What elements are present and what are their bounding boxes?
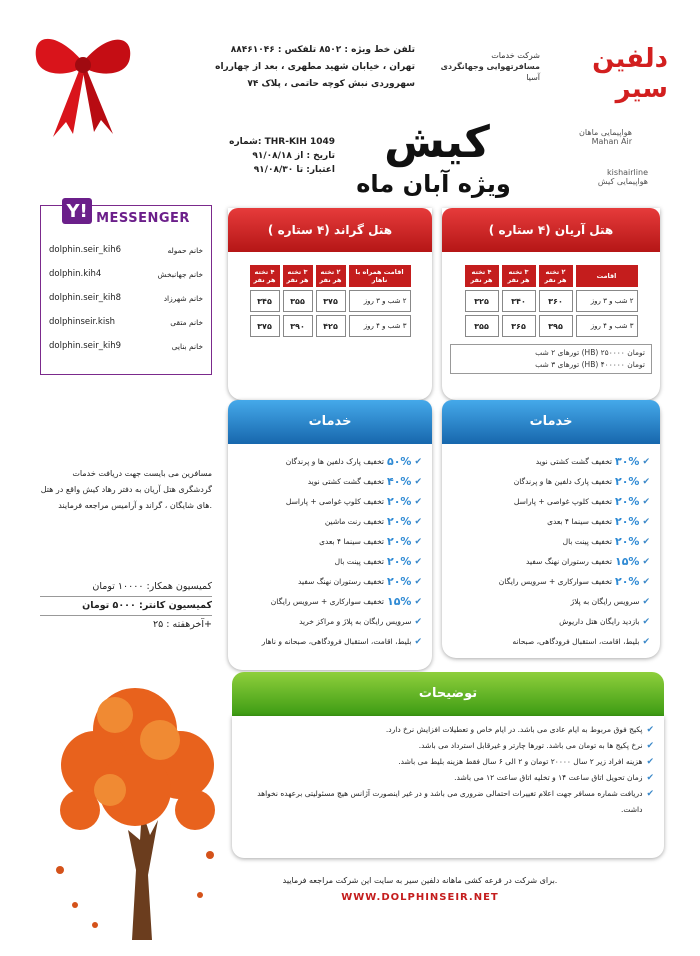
- service-item: [236, 532, 422, 552]
- table-header: ۳ تخته هر نفر: [283, 265, 313, 287]
- address-line-1: تهران ، خیابان شهید مطهری ، بعد از چهارراه: [215, 62, 415, 72]
- services-aryan-title: خدمات: [442, 400, 660, 444]
- service-text: تخفیف سینما ۴ بعدی: [319, 537, 384, 546]
- service-text: تخفیف کلوپ غواصی + پاراسل: [513, 497, 612, 506]
- messenger-contact[interactable]: [41, 334, 211, 358]
- messenger-title: MESSENGER: [96, 210, 190, 226]
- hotel-grand-price-table: [247, 262, 414, 340]
- check-icon: ✔: [414, 517, 422, 527]
- tour-meta: [205, 135, 335, 177]
- hb-tour-notes: [450, 344, 652, 374]
- table-cell: ۳۹۰: [283, 315, 313, 337]
- check-icon: ✔: [646, 725, 654, 735]
- dolphin-logo: [548, 44, 668, 104]
- discount-percent: ۲۰%: [387, 495, 412, 508]
- contact-person: خانم حموله: [167, 245, 203, 255]
- service-item: [236, 592, 422, 612]
- table-row: [250, 315, 411, 337]
- discount-percent: ۲۰%: [387, 555, 412, 568]
- table-cell: ۳۴۰: [502, 290, 536, 312]
- service-item: [450, 612, 650, 632]
- discount-percent: ۲۰%: [387, 515, 412, 528]
- check-icon: ✔: [414, 597, 422, 607]
- table-cell: ۳۶۰: [539, 290, 573, 312]
- service-item: [450, 572, 650, 592]
- service-text: تخفیف سوارکاری + سرویس رایگان: [498, 577, 612, 586]
- discount-percent: ۲۰%: [615, 575, 640, 588]
- check-icon: ✔: [642, 617, 650, 627]
- logo-text: دلفین سیر: [592, 44, 668, 104]
- table-header: ۲ تخته هر نفر: [539, 265, 573, 287]
- service-text: تخفیف سینما ۴ بعدی: [547, 517, 612, 526]
- messenger-contact[interactable]: [41, 262, 211, 286]
- tour-date: تاریخ : از ۹۱/۰۸/۱۸: [252, 151, 335, 161]
- check-icon: ✔: [642, 497, 650, 507]
- service-item: [236, 492, 422, 512]
- company-name: [430, 50, 540, 83]
- discount-percent: ۲۰%: [615, 475, 640, 488]
- contact-handle[interactable]: dolphin.seir_kih6: [49, 245, 122, 255]
- table-row: [465, 315, 638, 337]
- check-icon: ✔: [414, 577, 422, 587]
- table-row: [465, 290, 638, 312]
- table-header: ۲ تخته هر نفر: [316, 265, 346, 287]
- table-row: [250, 290, 411, 312]
- service-text: بلیط، اقامت، استقبال فرودگاهی، صبحانه: [512, 637, 640, 646]
- page-subtitle: ویژه آبان ماه: [356, 170, 511, 198]
- discount-percent: ۳۰%: [615, 455, 640, 468]
- check-icon: ✔: [646, 789, 654, 799]
- check-icon: ✔: [646, 773, 654, 783]
- table-cell: ۳۵۵: [465, 315, 499, 337]
- hotel-aryan-price-table: [462, 262, 641, 340]
- messenger-contact[interactable]: [41, 286, 211, 310]
- service-text: تخفیف پینت بال: [562, 537, 612, 546]
- company-line-3: آسیا: [526, 73, 540, 82]
- service-item: [450, 472, 650, 492]
- address-line-2: سهروردی نبش کوچه حاتمی ، پلاک ۷۴: [247, 79, 415, 89]
- note-item: [242, 786, 654, 818]
- service-item: [450, 592, 650, 612]
- hotel-grand-title: هتل گراند (۴ ستاره ): [228, 208, 432, 252]
- table-cell: ۳ شب و ۴ روز: [349, 315, 411, 337]
- table-cell: ۳۲۵: [465, 290, 499, 312]
- contact-handle[interactable]: dolphin.seir_kih9: [49, 341, 122, 351]
- note-text: نرخ پکیج ها به تومان می باشد. تورها چارتر و غیرقابل استرداد می باشد.: [418, 741, 643, 750]
- contact-person: خانم جهانبخش: [157, 269, 203, 279]
- service-item: [450, 632, 650, 652]
- service-item: [450, 492, 650, 512]
- ribbon-bow-icon: [28, 22, 138, 142]
- service-text: سرویس رایگان به پلاژ و مراکز خرید: [299, 617, 412, 626]
- company-line-1: شرکت خدمات: [491, 51, 540, 60]
- page-title: کیش: [384, 117, 490, 168]
- discount-percent: ۱۵%: [387, 595, 412, 608]
- table-cell: ۲ شب و ۳ روز: [349, 290, 411, 312]
- tour-validity: اعتبار: تا ۹۱/۰۸/۳۰: [253, 165, 335, 175]
- discount-percent: ۲۰%: [615, 535, 640, 548]
- note-text: دریافت شماره مسافر جهت اعلام تغییرات احتمالی ضروری می باشد و در غیر اینصورت آژانس هیچ مسئولیتی برعهده نخواهد داشت.: [257, 789, 643, 814]
- messenger-contact[interactable]: [41, 238, 211, 262]
- check-icon: ✔: [642, 517, 650, 527]
- messenger-contact[interactable]: [41, 310, 211, 334]
- service-item: [450, 452, 650, 472]
- kish-airline-label: kishairline هواپیمایی کیش: [597, 168, 648, 186]
- hotel-grand-panel: [228, 208, 432, 400]
- service-item: [450, 512, 650, 532]
- service-text: بلیط، اقامت، استقبال فرودگاهی، صبحانه و ناهار: [261, 637, 412, 646]
- website-link[interactable]: WWW.DOLPHINSEIR.NET: [341, 892, 499, 903]
- service-text: تخفیف سوارکاری + سرویس رایگان: [270, 597, 384, 606]
- check-icon: ✔: [414, 557, 422, 567]
- contact-info: [180, 42, 415, 93]
- table-cell: ۳۷۵: [250, 315, 280, 337]
- service-text: تخفیف کلوپ غواصی + پاراسل: [285, 497, 384, 506]
- service-item: [236, 472, 422, 492]
- hb-note: تورهای ۳ شب (HB) ۴۰۰۰۰۰ تومان: [535, 360, 645, 369]
- note-item: [242, 754, 654, 770]
- hotel-aryan-panel: [442, 208, 660, 400]
- check-icon: ✔: [642, 557, 650, 567]
- service-text: سرویس رایگان به پلاژ: [570, 597, 640, 606]
- service-item: [236, 612, 422, 632]
- contact-person: خانم شهرزاد: [163, 293, 203, 303]
- table-cell: ۳۴۵: [250, 290, 280, 312]
- contact-handle[interactable]: dolphinseir.kish: [49, 317, 116, 327]
- check-icon: ✔: [642, 457, 650, 467]
- hotline-text: تلفن خط ویژه : ۸۵۰۲ تلفکس : ۸۸۴۶۱۰۴۶: [230, 45, 415, 55]
- note-item: [242, 738, 654, 754]
- service-item: [450, 552, 650, 572]
- service-text: بازدید رایگان هتل داریوش: [559, 617, 640, 626]
- table-cell: ۳۶۵: [502, 315, 536, 337]
- check-icon: ✔: [642, 537, 650, 547]
- notes-body: [232, 716, 664, 858]
- commission-partner: کمیسیون همکار: ۱۰۰۰۰ تومان: [40, 578, 212, 597]
- commission-weekend: آخرهفته : ۲۵+: [153, 619, 212, 630]
- check-icon: ✔: [414, 617, 422, 627]
- messenger-box: [40, 200, 212, 375]
- notes-title: توضیحات: [232, 672, 664, 716]
- hotel-aryan-title: هتل آریان (۴ ستاره ): [442, 208, 660, 252]
- yahoo-icon: Y!: [62, 198, 92, 224]
- services-aryan-list: [442, 444, 660, 652]
- note-text: هزینه افراد زیر ۲ سال ۲۰۰۰۰ تومان و ۲ الی ۶ سال فقط هزینه بلیط می باشد.: [398, 757, 643, 766]
- note-text: پکیج فوق مربوط به ایام عادی می باشد. در ایام خاص و تعطیلات افزایش نرخ دارد.: [385, 725, 643, 734]
- company-line-2: مسافرتهوایی وجهانگردی: [440, 62, 540, 71]
- mahan-air-logo: [552, 128, 632, 150]
- discount-percent: ۲۰%: [387, 575, 412, 588]
- discount-percent: ۲۰%: [615, 515, 640, 528]
- table-cell: ۳ شب و ۴ روز: [576, 315, 638, 337]
- kish-airline-logo: [578, 168, 648, 194]
- table-cell: ۳۵۵: [283, 290, 313, 312]
- service-text: تخفیف رستوران نهنگ سفید: [526, 557, 612, 566]
- contact-handle[interactable]: dolphin.kih4: [49, 269, 102, 279]
- table-header: اقامت همراه با ناهار: [349, 265, 411, 287]
- check-icon: ✔: [414, 477, 422, 487]
- service-text: تخفیف پارک دلفین ها و پرندگان: [285, 457, 384, 466]
- check-icon: ✔: [414, 497, 422, 507]
- table-cell: ۲ شب و ۳ روز: [576, 290, 638, 312]
- service-item: [236, 512, 422, 532]
- commission-counter: کمیسیون کانتر: ۵۰۰۰ تومان: [40, 597, 212, 616]
- check-icon: ✔: [646, 741, 654, 751]
- table-header: ۴ تخته هر نفر: [465, 265, 499, 287]
- check-icon: ✔: [414, 637, 422, 647]
- discount-percent: ۱۵%: [615, 555, 640, 568]
- aryan-services-note: مسافرین می بایست جهت دریافت خدمات گردشگری هتل آریان به دفتر رهاد کیش واقع در هتل های شایگان ، گراند و آرامیس مراجعه فرمایند.: [40, 469, 212, 510]
- table-cell: ۳۷۵: [316, 290, 346, 312]
- hb-note: تورهای ۲ شب (HB) ۲۵۰۰۰۰ تومان: [535, 348, 645, 357]
- check-icon: ✔: [414, 537, 422, 547]
- service-item: [450, 532, 650, 552]
- table-header: ۴ تخته هر نفر: [250, 265, 280, 287]
- note-item: [242, 722, 654, 738]
- discount-percent: ۲۰%: [615, 495, 640, 508]
- services-grand-list: [228, 444, 432, 652]
- messenger-header: [41, 200, 211, 230]
- service-text: تخفیف پارک دلفین ها و پرندگان: [513, 477, 612, 486]
- check-icon: ✔: [642, 477, 650, 487]
- service-item: [236, 552, 422, 572]
- note-item: [242, 770, 654, 786]
- service-item: [236, 452, 422, 472]
- check-icon: ✔: [642, 577, 650, 587]
- discount-percent: ۲۰%: [387, 535, 412, 548]
- autumn-tree-icon: [40, 670, 230, 940]
- tour-code: شماره: THR-KIH 1049: [229, 137, 335, 147]
- service-text: تخفیف گشت کشتی نوید: [307, 477, 384, 486]
- table-header: اقامت: [576, 265, 638, 287]
- contact-person: خانم بنایی: [171, 341, 203, 351]
- service-item: [236, 632, 422, 652]
- mahan-air-label: هواپیمایی ماهان Mahan Air: [579, 128, 632, 146]
- check-icon: ✔: [642, 597, 650, 607]
- commissions: [40, 578, 212, 634]
- contact-person: خانم متقی: [170, 317, 203, 327]
- contact-handle[interactable]: dolphin.seir_kih8: [49, 293, 122, 303]
- service-text: تخفیف گشت کشتی نوید: [535, 457, 612, 466]
- service-text: تخفیف رنت ماشین: [324, 517, 384, 526]
- table-cell: ۳۹۵: [539, 315, 573, 337]
- services-grand-panel: [228, 400, 432, 670]
- footer-lottery-text: برای شرکت در قرعه کشی ماهانه دلفین سیر به سایت این شرکت مراجعه فرمایید.: [282, 876, 558, 885]
- notes-panel: [232, 672, 664, 862]
- service-text: تخفیف رستوران نهنگ سفید: [298, 577, 384, 586]
- service-text: تخفیف پینت بال: [334, 557, 384, 566]
- check-icon: ✔: [642, 637, 650, 647]
- notes-list: [242, 722, 654, 818]
- note-text: زمان تحویل اتاق ساعت ۱۴ و تخلیه اتاق ساعت ۱۲ می باشد.: [454, 773, 643, 782]
- check-icon: ✔: [414, 457, 422, 467]
- services-grand-title: خدمات: [228, 400, 432, 444]
- table-cell: ۴۲۵: [316, 315, 346, 337]
- services-aryan-panel: [442, 400, 660, 658]
- check-icon: ✔: [646, 757, 654, 767]
- discount-percent: ۴۰%: [387, 475, 412, 488]
- table-header: ۳ تخته هر نفر: [502, 265, 536, 287]
- discount-percent: ۵۰%: [387, 455, 412, 468]
- service-item: [236, 572, 422, 592]
